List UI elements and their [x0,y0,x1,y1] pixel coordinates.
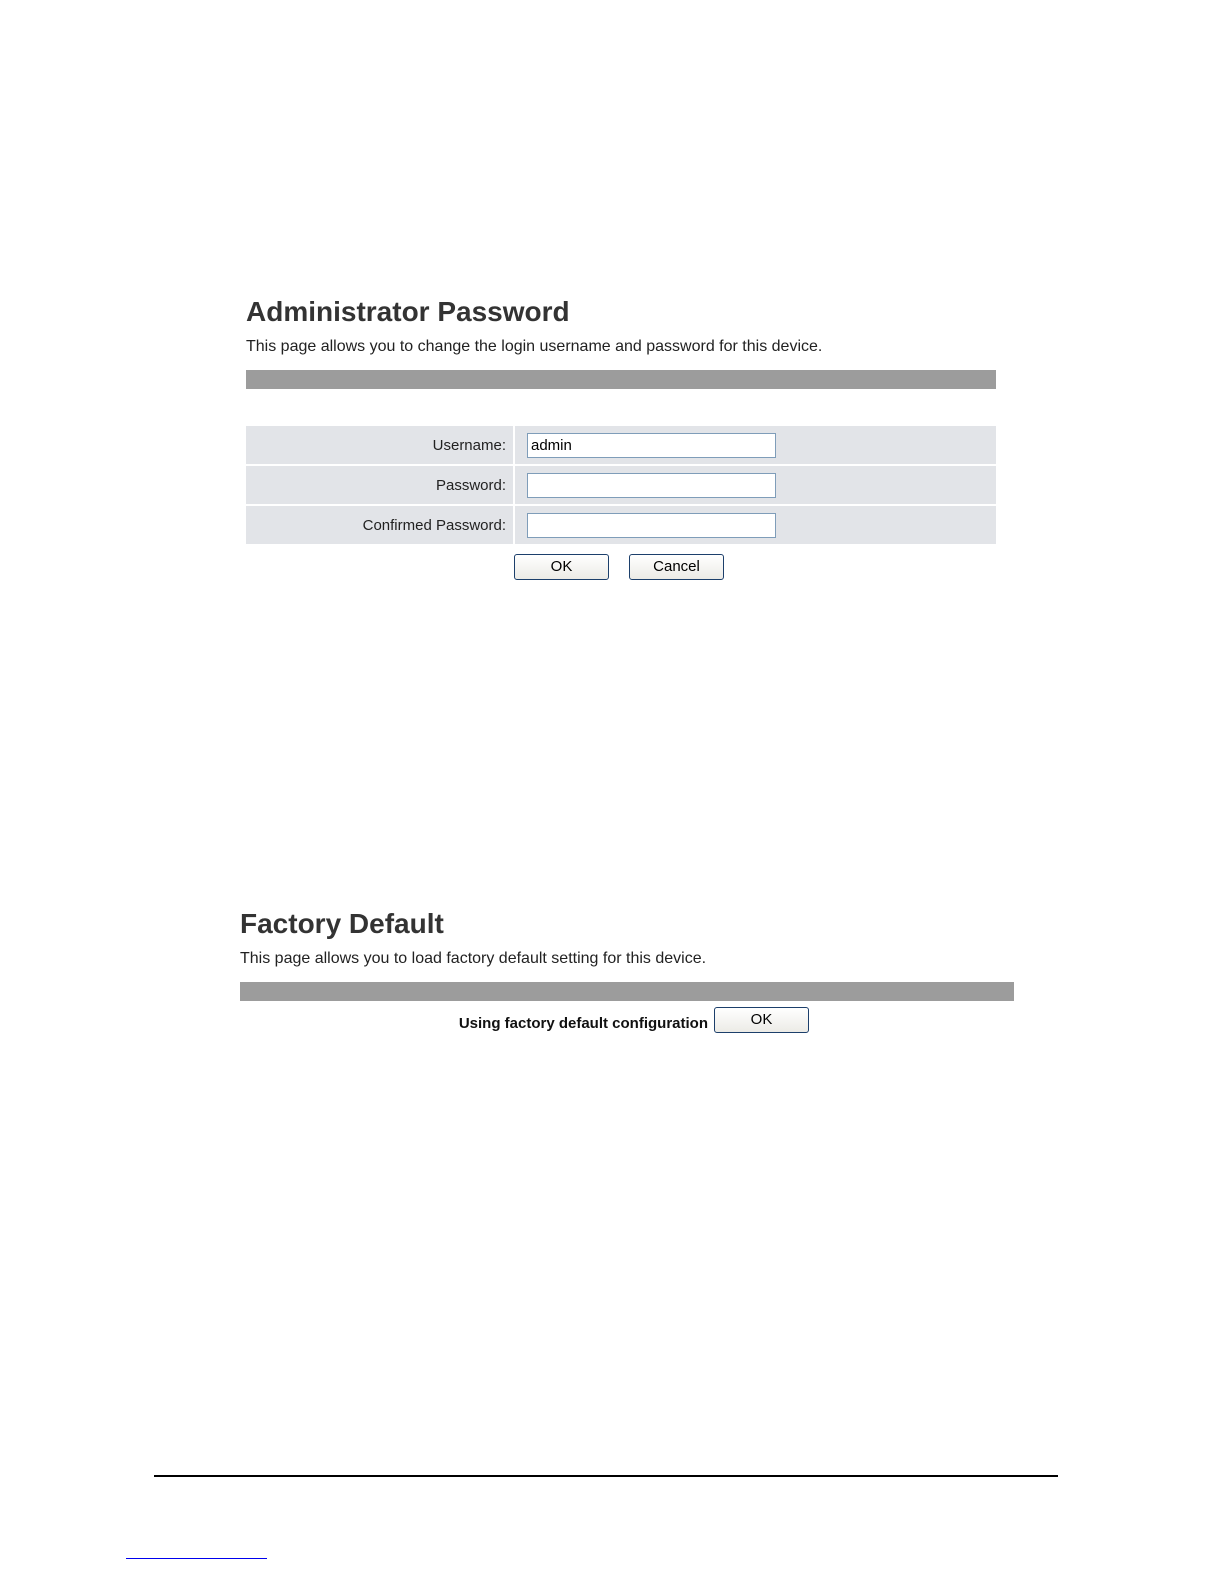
password-input[interactable] [527,473,776,498]
form-row-password [246,465,996,505]
admin-password-panel [246,294,998,580]
ok-button[interactable]: OK [514,554,609,580]
factory-default-action-label: Using factory default configuration [458,1015,708,1032]
factory-default-description: This page allows you to load factory default setting for this device. [240,950,707,967]
section-divider-bar [246,370,996,389]
username-label: Username: [246,426,514,465]
password-label: Password: [246,465,514,505]
confirm-password-label: Confirmed Password: [246,505,514,545]
factory-default-action-row [240,1001,1016,1041]
admin-button-row [246,546,998,580]
form-row-confirm-password [246,505,996,545]
form-row-username [246,426,996,465]
factory-default-panel [240,906,1016,1041]
username-input[interactable] [527,433,776,458]
confirm-password-input[interactable] [527,513,776,538]
factory-default-title: Factory Default [240,908,444,939]
section-divider-bar [240,982,1014,1001]
factory-default-ok-button[interactable]: OK [714,1007,809,1033]
admin-password-description: This page allows you to change the login username and password for this device. [246,338,823,355]
admin-password-title: Administrator Password [246,296,570,327]
footnote-link-underline [126,1558,267,1559]
admin-credentials-form [246,426,996,546]
footer-divider [154,1475,1058,1477]
cancel-button[interactable]: Cancel [629,554,724,580]
